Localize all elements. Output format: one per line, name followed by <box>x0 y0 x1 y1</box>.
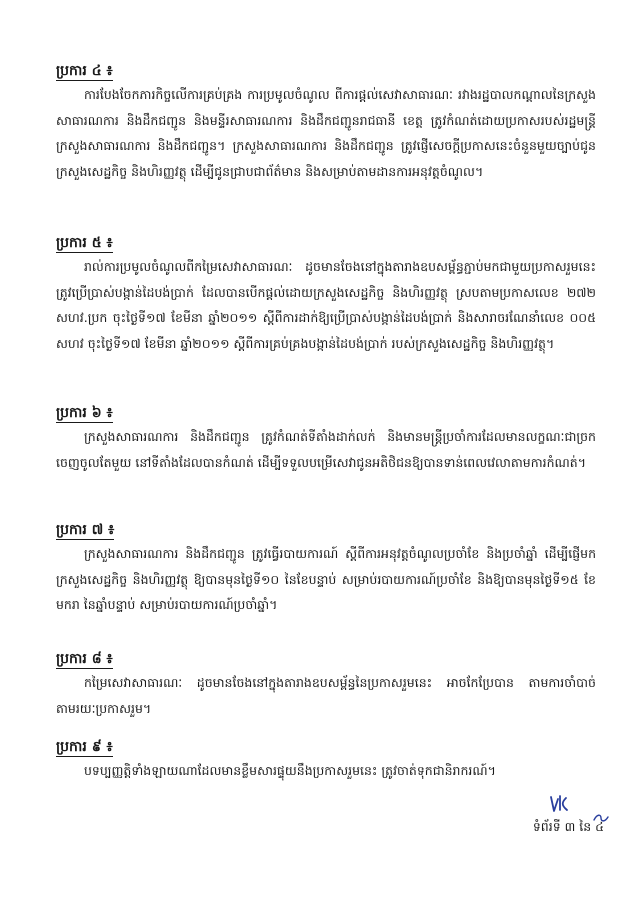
article-body: បទប្បញ្ញត្តិទាំងឡាយណាដែលមានខ្លឹមសារផ្ទុយនឹងប្រកាសរួមនេះ ត្រូវចាត់ទុកជានិរាករណ៍។ <box>84 763 496 778</box>
article-heading <box>56 234 596 252</box>
article-heading-text: ប្រការ ៩ ៖ <box>56 739 113 755</box>
article-7 <box>56 521 596 618</box>
article-heading-text: ប្រការ ៧ ៖ <box>56 522 115 538</box>
article-heading-text: ប្រការ ៨ ៖ <box>56 651 113 667</box>
article-body: រាល់ការប្រមូលចំណូលពីកម្រៃសេវាសាធារណៈ ដូចមានចែងនៅក្នុងតារាងឧបសម្ព័ន្ធភ្ជាប់មកជាមួយប្រកាសរួមនេះ ត្រូវប្រើប្រាស់បង្កាន់ដៃបង់ប្រាក់ ដែលបានបើកផ្តល់ដោយក្រសួងសេដ្ឋកិច្ច និងហិរញ្ញវត្ថុ ស្របតាមប្រកាសលេខ ២៧២ សហវ.ប្រក ចុះថ្ងៃទី១៧ ខែមីនា ឆ្នាំ២០១១ ស្តីពីការដាក់ឱ្យប្រើប្រាស់បង្កាន់ដៃបង់ប្រាក់ និងសារាចរណែនាំលេខ ០០៥ សហវ ចុះថ្ងៃទី១៧ ខែមីនា ឆ្នាំ២០១១ ស្តីពីការគ្រប់គ្រងបង្កាន់ដៃបង់ប្រាក់ របស់ក្រសួងសេដ្ឋកិច្ច និងហិរញ្ញវត្ថុ។ <box>56 259 596 351</box>
page-number: ទំព័រទី ៣ នៃ ៤ <box>532 819 604 834</box>
article-body: ក្រសួងសាធារណការ និងដឹកជញ្ជូន ត្រូវធ្វើរបាយការណ៍ ស្តីពីការអនុវត្តចំណូលប្រចាំខែ និងប្រចាំឆ្នាំ ដើម្បីផ្ញើមកក្រសួងសេដ្ឋកិច្ច និងហិរញ្ញវត្ថុ ឱ្យបានមុនថ្ងៃទី១០ នៃខែបន្ទាប់ សម្រាប់របាយការណ៍ប្រចាំខែ និងឱ្យបានមុនថ្ងៃទី១៥ ខែមករា នៃឆ្នាំបន្ទាប់ សម្រាប់របាយការណ៍ប្រចាំឆ្នាំ។ <box>56 546 596 612</box>
article-body: ក្រសួងសាធារណការ និងដឹកជញ្ជូន ត្រូវកំណត់ទីតាំងដាក់លក់ និងមានមន្ត្រីប្រចាំការដែលមានលក្ខណៈជាច្រកចេញចូលតែមួយ នៅទីតាំងដែលបានកំណត់ ដើម្បីទទួលបម្រើសេវាជូនអតិថិជនឱ្យបានទាន់ពេលវេលាតាមការកំណត់។ <box>56 429 596 470</box>
article-heading <box>56 404 596 422</box>
article-4 <box>56 62 596 184</box>
article-heading <box>56 738 596 756</box>
article-8 <box>56 650 596 721</box>
article-6 <box>56 404 596 475</box>
handwritten-initial <box>548 793 570 815</box>
handwritten-mark <box>592 812 610 824</box>
article-heading <box>56 521 596 539</box>
article-5 <box>56 234 596 356</box>
article-9 <box>56 738 596 784</box>
article-heading-text: ប្រការ ៥ ៖ <box>56 235 113 251</box>
article-heading <box>56 650 596 668</box>
article-heading-text: ប្រការ ៤ ៖ <box>56 63 113 79</box>
article-heading <box>56 62 596 80</box>
article-body: កម្រៃសេវាសាធារណៈ ដូចមានចែងនៅក្នុងតារាងឧបសម្ព័ន្ធនៃប្រកាសរួមនេះ អាចកែប្រែបាន តាមការចាំបាច់តាមរយៈប្រកាសរួម។ <box>56 675 596 716</box>
article-heading-text: ប្រការ ៦ ៖ <box>56 405 113 421</box>
article-body: ការបែងចែកភារកិច្ចលើការគ្រប់គ្រង ការប្រមូលចំណូល ពីការផ្តល់សេវាសាធារណៈ រវាងរដ្ឋបាលកណ្តាលនៃក្រសួងសាធារណការ និងដឹកជញ្ជូន និងមន្ទីរសាធារណការ និងដឹកជញ្ជូនរាជធានី ខេត្ត ត្រូវកំណត់ដោយប្រកាសរបស់រដ្ឋមន្ត្រីក្រសួងសាធារណការ និងដឹកជញ្ជូន។ ក្រសួងសាធារណការ និងដឹកជញ្ជូន ត្រូវផ្ញើសេចក្តីប្រកាសនេះចំនួនមួយច្បាប់ជូនក្រសួងសេដ្ឋកិច្ច និងហិរញ្ញវត្ថុ ដើម្បីជូនជ្រាបជាព័ត៌មាន និងសម្រាប់តាមដានការអនុវត្តចំណូល។ <box>56 87 596 179</box>
